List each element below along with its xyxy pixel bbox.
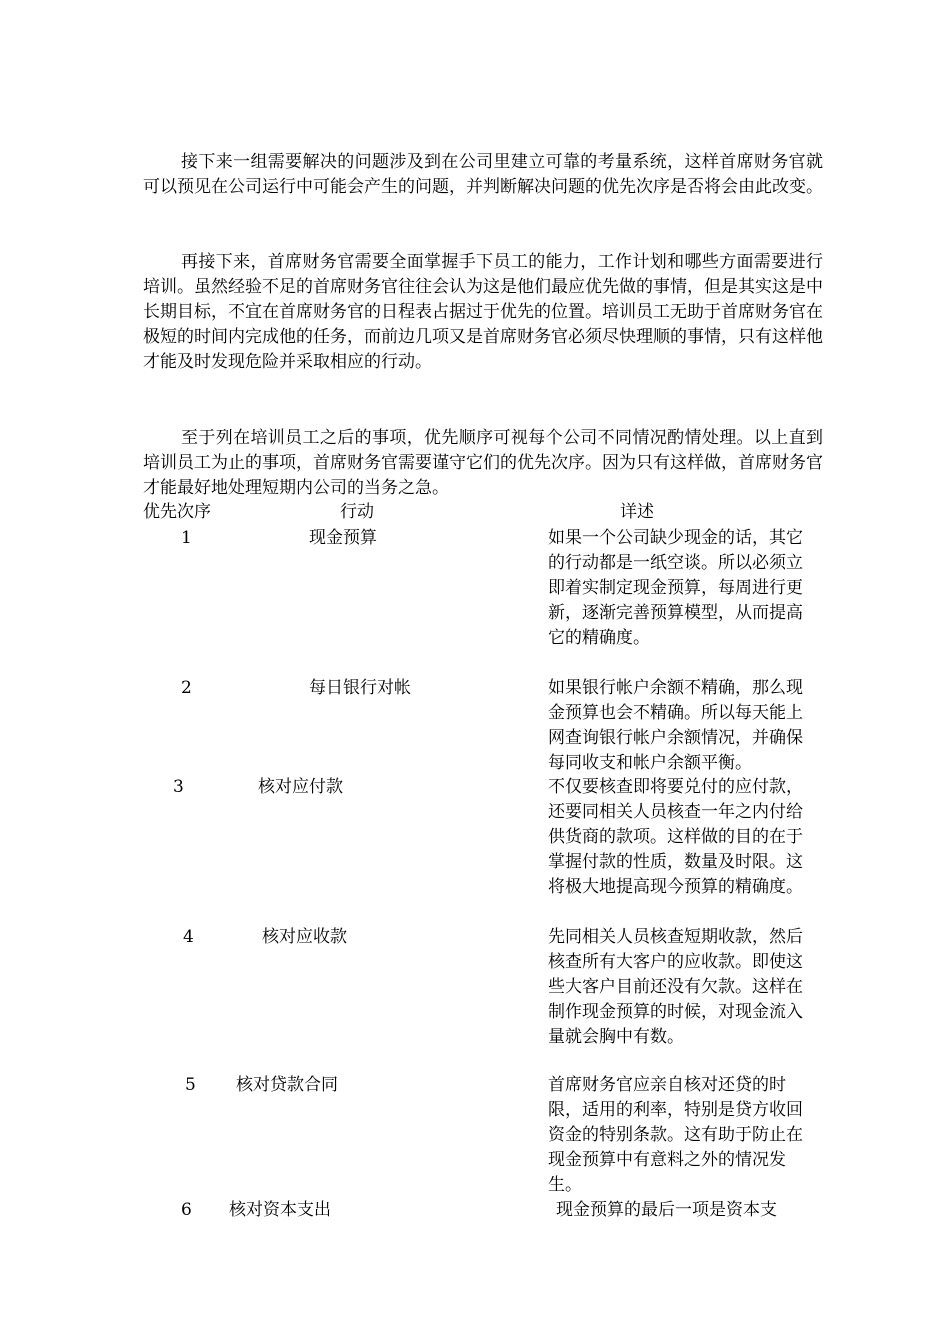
header-detail: 详述 xyxy=(620,502,654,522)
row-action: 核对贷款合同 xyxy=(236,1075,338,1095)
paragraph-2: 再接下来，首席财务官需要全面掌握手下员工的能力，工作计划和哪些方面需要进行培训。虽然经验不足的首席财务官往往会认为这是他们最应优先做的事情，但是其实这是中长期目标，不宜在首席财务官的日程表占据过于优先的位置。培训员工无助于首席财务官在极短的时间内完成他的任务，而前边几项又是首席财务官必须尽快理顺的事情，只有这样他才能及时发现危险并采取相应的行动。 xyxy=(143,252,823,372)
row-priority: 3 xyxy=(173,777,184,797)
row-detail: 现金预算的最后一项是资本支 xyxy=(556,1200,777,1220)
paragraph-1: 接下来一组需要解决的问题涉及到在公司里建立可靠的考量系统，这样首席财务官就可以预见在公司运行中可能会产生的问题，并判断解决问题的优先次序是否将会由此改变。 xyxy=(143,152,823,197)
row-priority: 2 xyxy=(181,678,192,698)
row-detail: 先同相关人员核查短期收款，然后核查所有大客户的应收款。即使这些大客户目前还没有欠款。这样在制作现金预算的时候，对现金流入量就会胸中有数。 xyxy=(548,927,803,1047)
row-priority: 6 xyxy=(181,1200,192,1220)
row-priority: 5 xyxy=(185,1075,196,1095)
paragraph-3: 至于列在培训员工之后的事项，优先顺序可视每个公司不同情况酌情处理。以上直到培训员工为止的事项，首席财务官需要谨守它们的优先次序。因为只有这样做，首席财务官才能最好地处理短期内公司的当务之急。 xyxy=(143,428,823,498)
row-detail: 如果银行帐户余额不精确，那么现金预算也会不精确。所以每天能上网查询银行帐户余额情况，并确保每同收支和帐户余额平衡。 xyxy=(548,678,803,773)
row-action: 核对资本支出 xyxy=(229,1200,331,1220)
row-detail: 不仅要核查即将要兑付的应付款，还要同相关人员核查一年之内付给供货商的款项。这样做的目的在于掌握付款的性质，数量及时限。这将极大地提高现今预算的精确度。 xyxy=(548,777,803,897)
row-detail: 首席财务官应亲自核对还贷的时限，适用的利率，特别是贷方收回资金的特别条款。这有助于防止在现金预算中有意料之外的情况发生。 xyxy=(548,1075,803,1195)
row-priority: 4 xyxy=(183,927,194,947)
header-priority: 优先次序 xyxy=(143,502,211,522)
row-action: 核对应付款 xyxy=(258,777,343,797)
row-action: 每日银行对帐 xyxy=(309,678,411,698)
row-priority: 1 xyxy=(181,528,192,548)
header-action: 行动 xyxy=(340,502,374,522)
row-action: 核对应收款 xyxy=(262,927,347,947)
row-detail: 如果一个公司缺少现金的话，其它的行动都是一纸空谈。所以必须立即着实制定现金预算，每周进行更新，逐渐完善预算模型，从而提高它的精确度。 xyxy=(548,528,803,648)
row-action: 现金预算 xyxy=(309,528,377,548)
